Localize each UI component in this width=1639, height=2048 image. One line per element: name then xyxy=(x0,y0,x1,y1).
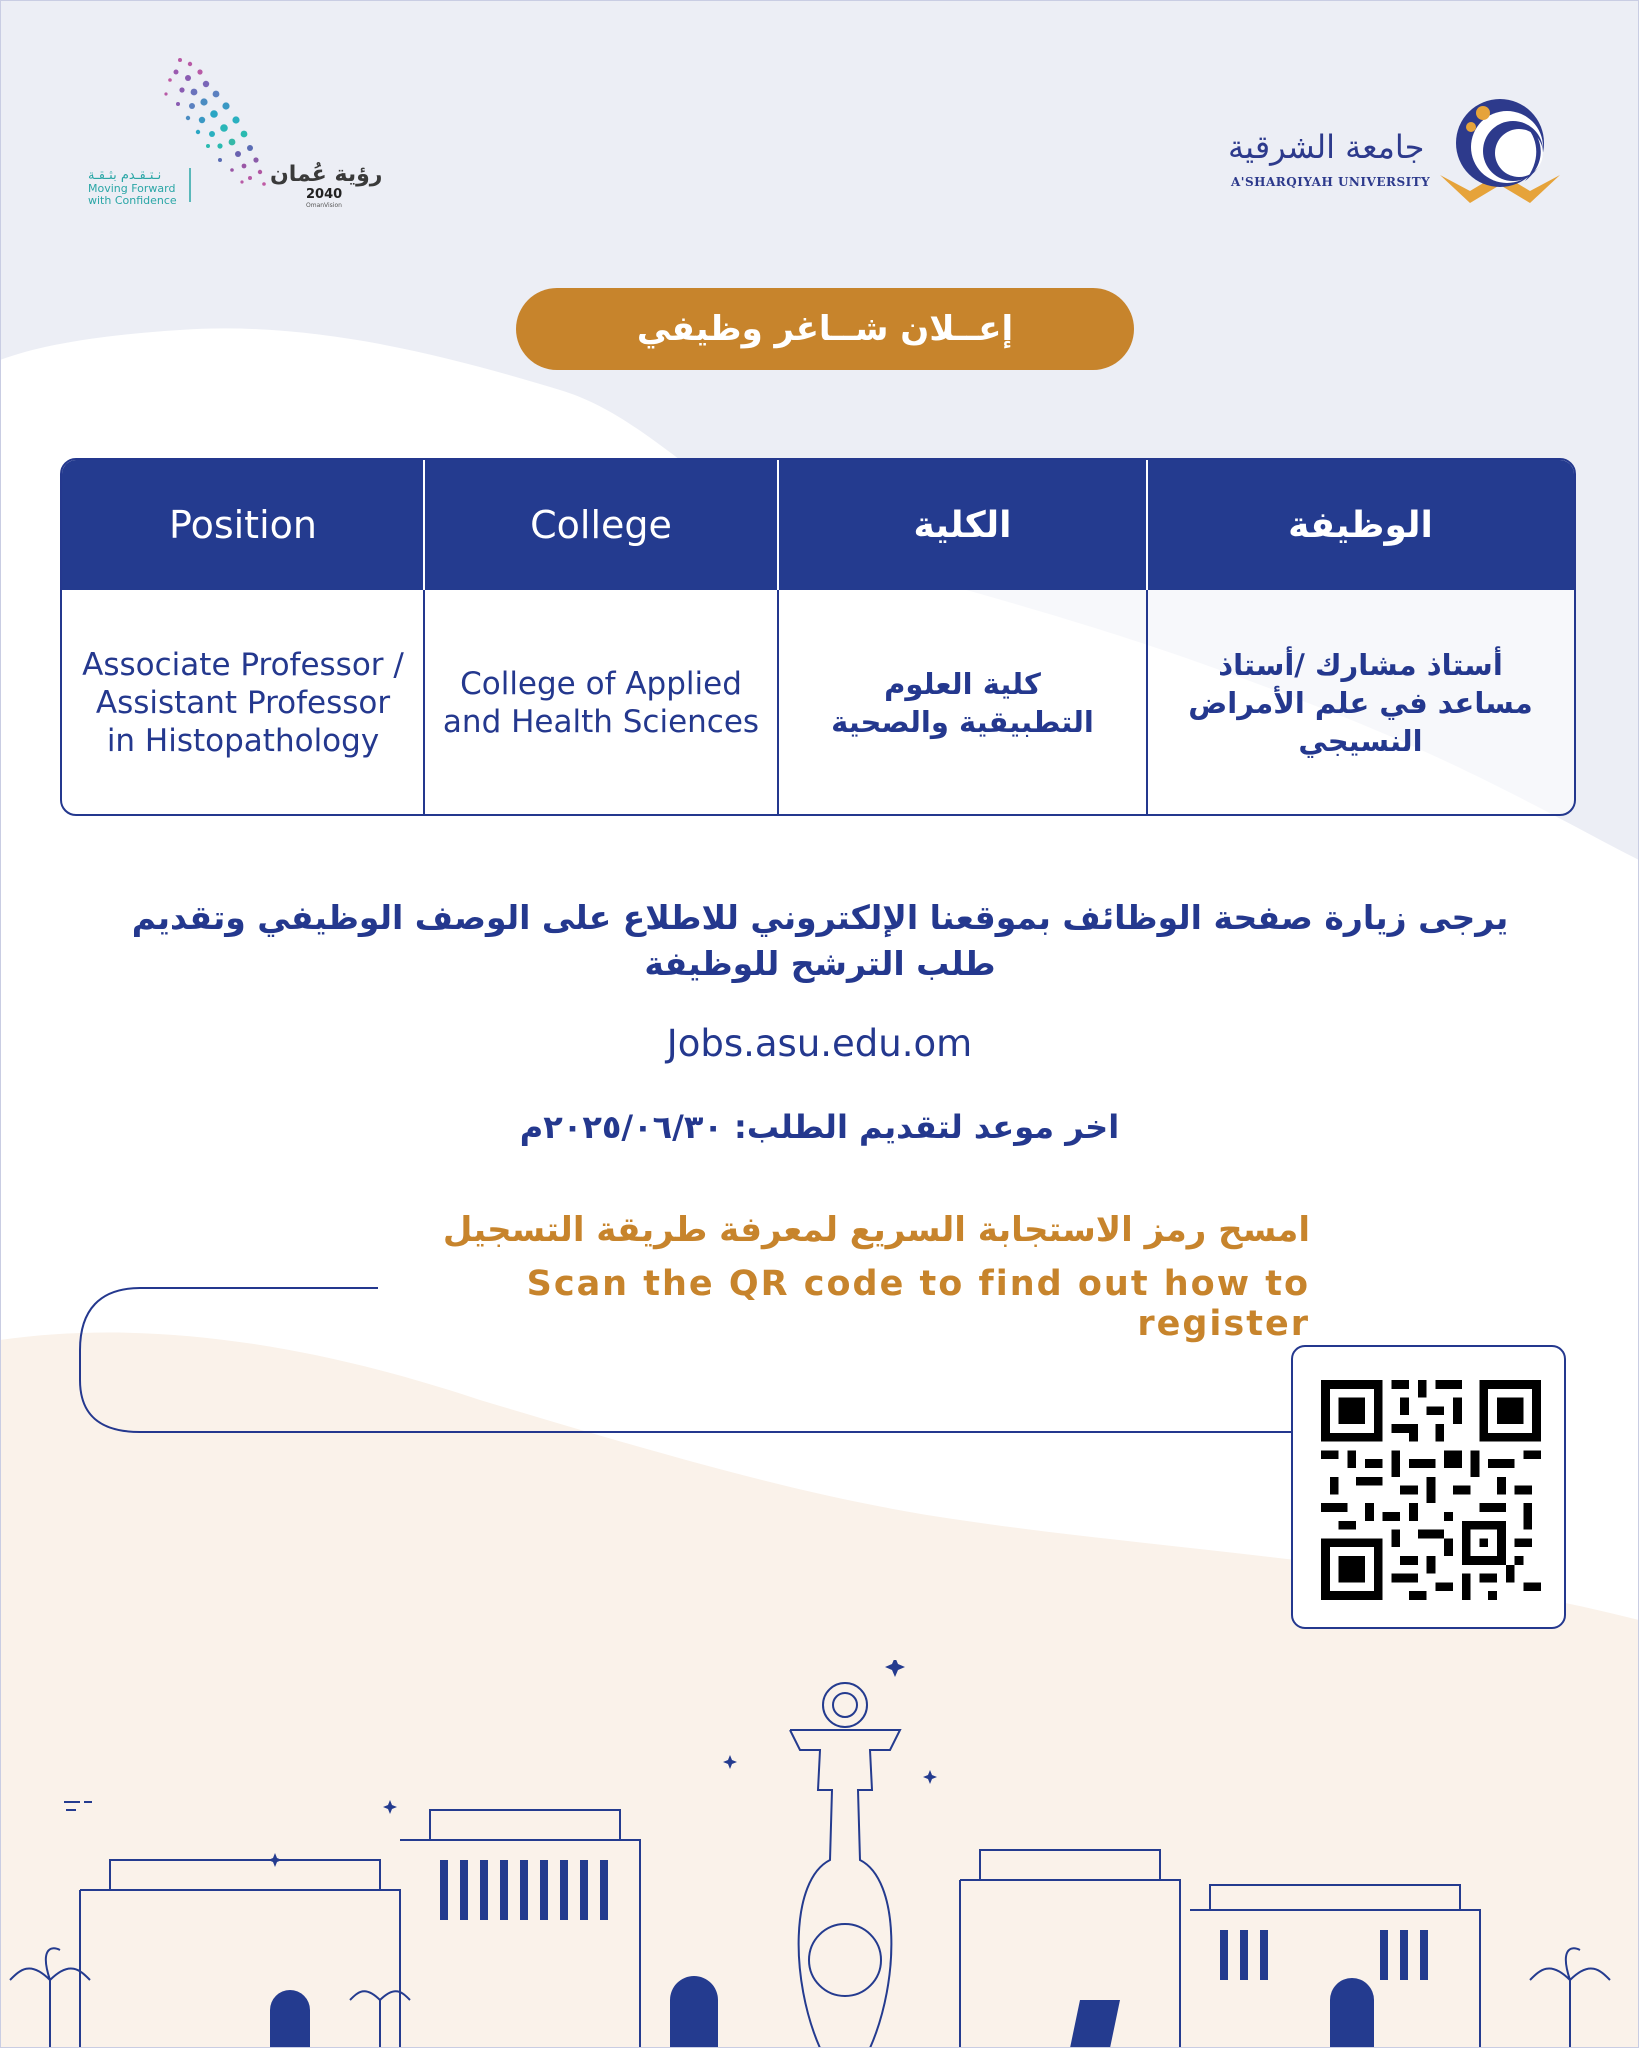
scan-instruction-arabic: امسح رمز الاستجابة السريع لمعرفة طريقة التسجيل xyxy=(442,1210,1310,1250)
tagline-english-line-2: with Confidence xyxy=(88,194,177,207)
university-building-illustration xyxy=(0,1660,1639,2048)
apply-instructions xyxy=(100,895,1540,987)
tagline-arabic: نـتـقـدم بثـقـة xyxy=(88,168,162,183)
apply-line-1: يرجى زيارة صفحة الوظائف بموقعنا الإلكتروني للاطلاع على الوصف الوظيفي وتقديم xyxy=(131,898,1509,937)
header-divider xyxy=(1146,460,1148,590)
vision-year: 2040 xyxy=(306,187,343,202)
header-college-arabic: الكلية xyxy=(913,504,1012,546)
jobs-website-link[interactable]: Jobs.asu.edu.om xyxy=(666,1022,973,1065)
scan-instruction-english: Scan the QR code to find out how to register xyxy=(526,1264,1310,1344)
vision-arabic-name: رؤية عُمان xyxy=(270,162,383,187)
university-name-arabic: جامعة الشرقية xyxy=(1228,128,1425,166)
vision-wordmark xyxy=(270,162,382,209)
cell-position-arabic: أستاذ مشارك /أستاذ مساعد في علم الأمراض النسيجي xyxy=(1188,648,1533,758)
qr-code[interactable] xyxy=(1321,1380,1541,1600)
header-divider xyxy=(423,460,425,590)
apply-line-2: طلب الترشح للوظيفة xyxy=(644,944,996,983)
tagline-english-line-1: Moving Forward xyxy=(88,182,176,195)
vacancy-table xyxy=(60,458,1576,816)
cell-position: Associate Professor / Assistant Professor in Histopathology xyxy=(82,647,404,759)
header-college: College xyxy=(530,503,672,547)
header-divider xyxy=(777,460,779,590)
header-position: Position xyxy=(169,503,317,547)
application-deadline: اخر موعد لتقديم الطلب: ٢٠٢٥/٠٦/٣٠م xyxy=(519,1108,1120,1146)
header-position-arabic: الوظيفة xyxy=(1288,504,1433,546)
vision-tagline xyxy=(88,168,188,207)
cell-college: College of Applied and Health Sciences xyxy=(442,666,760,740)
qr-code-box[interactable] xyxy=(1291,1345,1566,1629)
vacancy-announcement-title xyxy=(516,288,1134,370)
university-name-english: A'SHARQIYAH UNIVERSITY xyxy=(1231,175,1431,189)
vision-caption: OmanVision xyxy=(306,202,342,209)
title-text: إعــلان شــاغر وظيفي xyxy=(636,309,1014,349)
cell-college-arabic: كلية العلوم التطبيقية والصحية xyxy=(831,667,1094,739)
